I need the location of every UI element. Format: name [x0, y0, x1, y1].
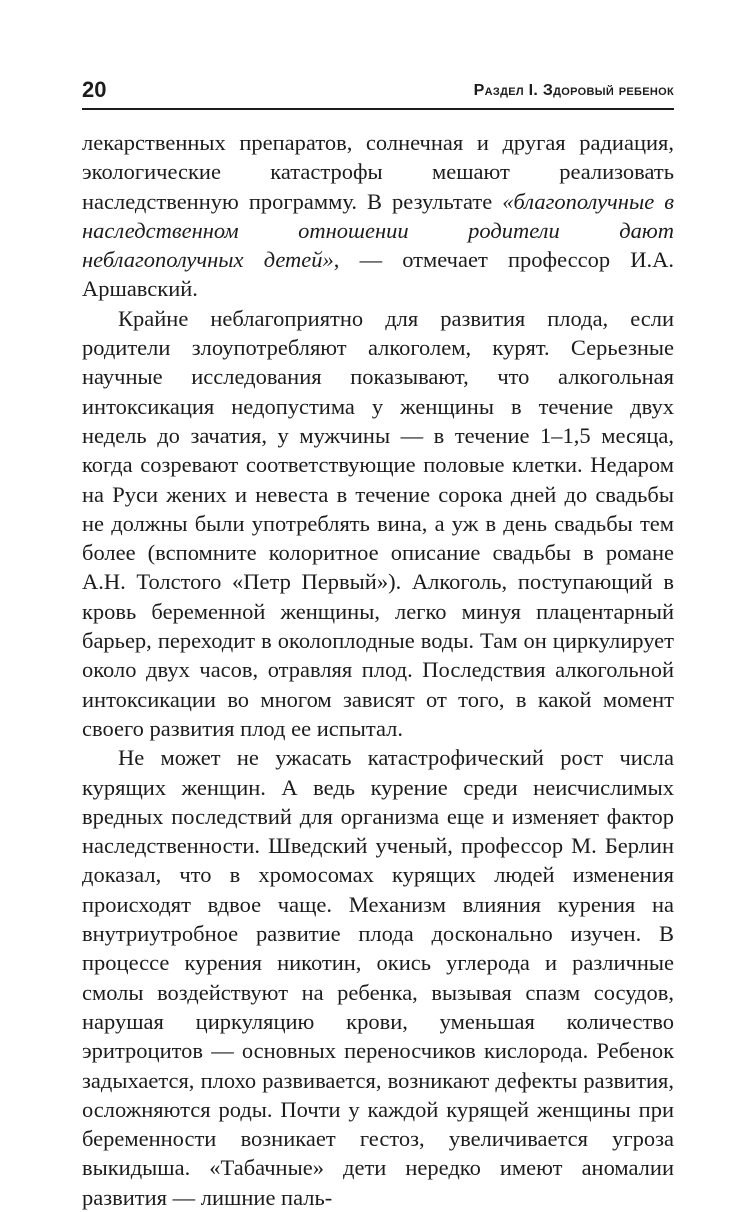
- paragraph-1-tail: , — отмечает профессор И.А. Аршавский.: [82, 247, 674, 302]
- page-number: 20: [82, 77, 107, 102]
- body-text: [82, 128, 674, 1212]
- paragraph-1-lead: лекарственных препаратов, солнечная и другая радиация, экологические катастрофы мешают реализовать наследственную программу. В результате: [82, 130, 674, 214]
- paragraph-1-quote: «благополучные в наследственном отношении родители дают неблагополучных детей»: [82, 188, 674, 273]
- paragraph-1: [82, 128, 674, 304]
- section-title: Раздел I. Здоровый ребенок: [473, 82, 674, 99]
- paragraph-3: Не может не ужасать катастрофический рост числа курящих женщин. А ведь курение среди неисчислимых вредных последствий для организма еще и изменяет фактор наследственности. Шведский ученый, профессор М. Берлин доказал, что в хромосомах курящих людей изменения происходят вдвое чаще. Механизм влияния курения на внутриутробное развитие плода досконально изучен. В процессе курения никотин, окись углерода и различные смолы воздействуют на ребенка, вызывая спазм сосудов, нарушая циркуляцию крови, уменьшая количество эритроцитов — основных переносчиков кислорода. Ребенок задыхается, плохо развивается, возникают дефекты развития, осложняются роды. Почти у каждой курящей женщины при беременности возникает гестоз, увеличивается угроза выкидыша. «Табачные» дети нередко имеют аномалии развития — лишние паль-: [82, 745, 674, 1210]
- page-header: [82, 76, 674, 110]
- paragraph-2: Крайне неблагоприятно для развития плода, если родители злоупотребляют алкоголем, курят. Серьезные научные исследования показывают, что алкогольная интоксикация недопустима у женщины в течение двух недель до зачатия, у мужчины — в течение 1–1,5 месяца, когда созревают соответствующие половые клетки. Недаром на Руси жених и невеста в течение сорока дней до свадьбы не должны были употреблять вина, а уж в день свадьбы тем более (вспомните колоритное описание свадьбы в романе А.Н. Толстого «Петр Первый»). Алкоголь, поступающий в кровь беременной женщины, легко минуя плацентарный барьер, переходит в околоплодные воды. Там он циркулирует около двух часов, отравляя плод. Последствия алкогольной интоксикации во многом зависят от того, в какой момент своего развития плод ее испытал.: [82, 305, 674, 741]
